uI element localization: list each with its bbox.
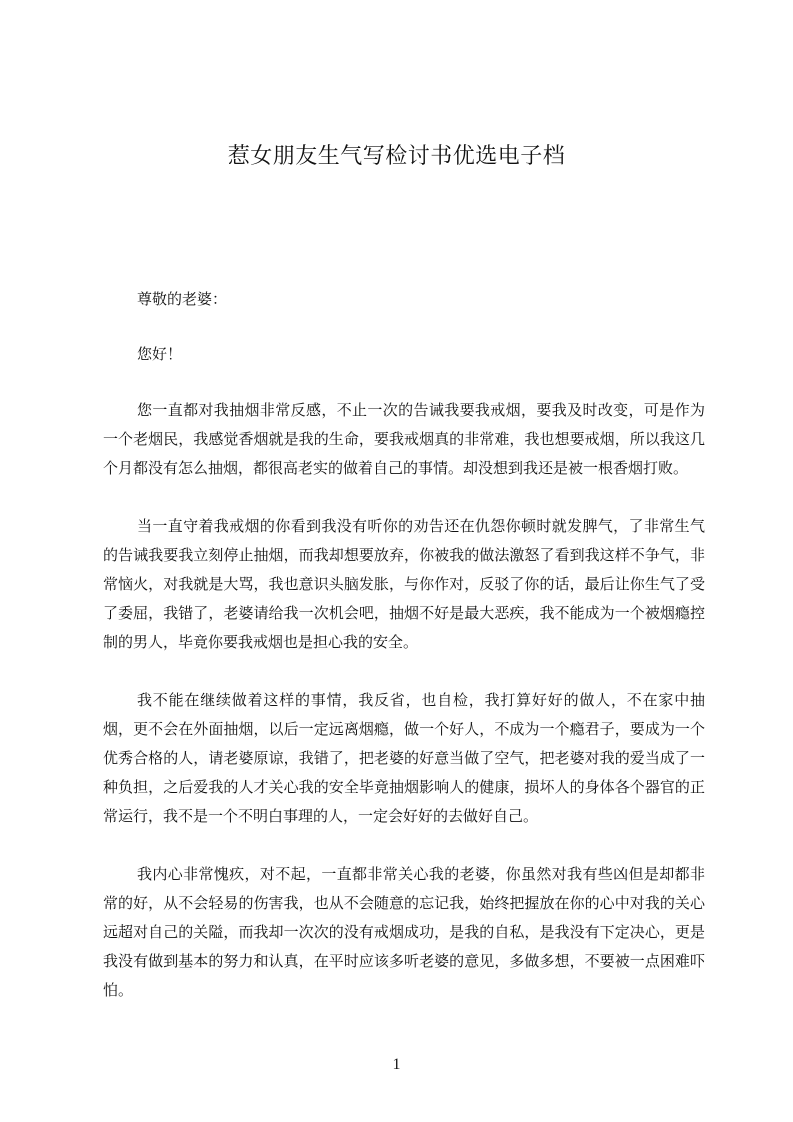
salutation: 尊敬的老婆： [137,290,228,308]
paragraph: 我不能在继续做着这样的事情，我反省，也自检，我打算好好的做人，不在家中抽烟，更不会在外面抽烟，以后一定远离烟瘾，做一个好人，不成为一个瘾君子，要成为一个优秀合格的人，请老婆原谅，我错了，把老婆的好意当做了空气，把老婆对我的爱当成了一种负担，之后爱我的人才关心我的安全毕竟抽烟影响人的健康，损坏人的身体各个器官的正常运行，我不是一个不明白事理的人，一定会好好的去做好自己。 [103,691,705,825]
greeting: 您好！ [137,345,183,363]
page-number: 1 [392,1056,401,1073]
paragraph: 当一直守着我戒烟的你看到我没有听你的劝告还在仇怨你顿时就发脾气，了非常生气的告诫我要我立刻停止抽烟，而我却想要放弃，你被我的做法激怒了看到我这样不争气，非常恼火，对我就是大骂，我也意识头脑发胀，与你作对，反驳了你的话，最后让你生气了受了委屈，我错了，老婆请给我一次机会吧，抽烟不好是最大恶疾，我不能成为一个被烟瘾控制的男人，毕竟你要我戒烟也是担心我的安全。 [103,517,705,651]
document-body [103,286,705,1034]
paragraph: 我内心非常愧疚，对不起，一直都非常关心我的老婆，你虽然对我有些凶但是却都非常的好，从不会轻易的伤害我，也从不会随意的忘记我，始终把握放在你的心中对我的关心远超对自己的关隘，而我却一次次的没有戒烟成功，是我的自私，是我没有下定决心，更是我没有做到基本的努力和认真，在平时应该多听老婆的意见，多做多想，不要被一点困难吓怕。 [103,865,705,999]
paragraph: 您一直都对我抽烟非常反感，不止一次的告诫我要我戒烟，要我及时改变，可是作为一个老烟民，我感觉香烟就是我的生命，要我戒烟真的非常难，我也想要戒烟，所以我这几个月都没有怎么抽烟，都很高老实的做着自己的事情。却没想到我还是被一根香烟打败。 [103,401,705,477]
document-title: 惹女朋友生气写检讨书优选电子档 [227,144,566,169]
